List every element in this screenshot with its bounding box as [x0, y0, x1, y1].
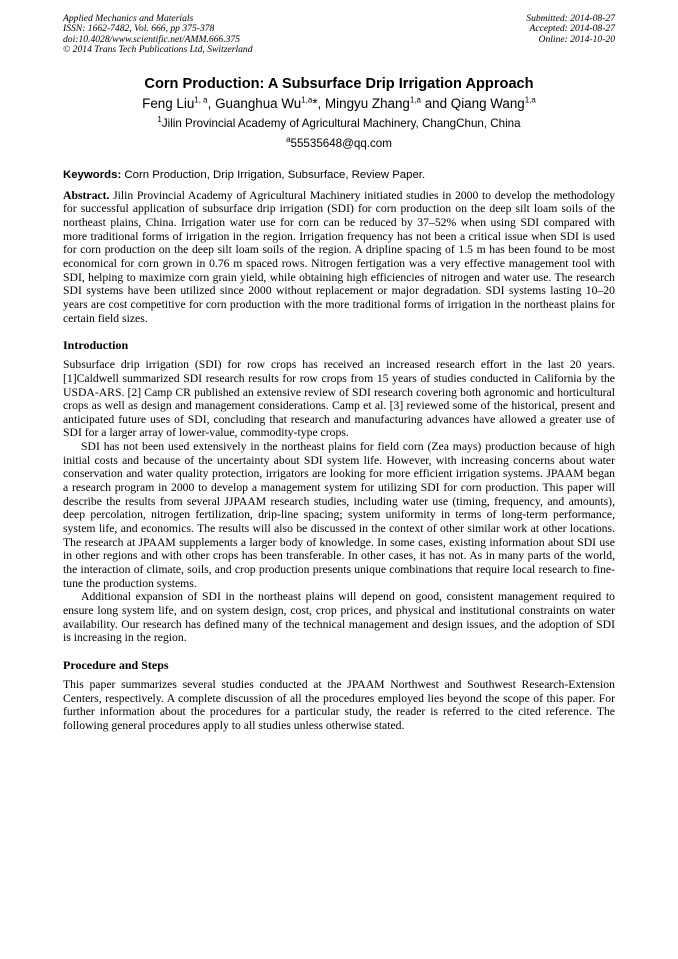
author-list — [63, 95, 615, 113]
body-paragraph: This paper summarizes several studies conducted at the JPAAM Northwest and Southwest Research-Extension Centers, respectively. A complete discussion of all the procedures employed lies beyond the scope of this paper. For further information about the procedures for a particular study, the reader is referred to the cited reference. The following general procedures apply to all studies unless otherwise stated. — [63, 677, 615, 732]
journal-name: Applied Mechanics and Materials — [63, 13, 194, 24]
keywords-text: Corn Production, Drip Irrigation, Subsurface, Review Paper. — [121, 168, 426, 181]
email-text: 55535648@qq.com — [290, 136, 392, 150]
author-affiliation-sup: 1, a — [194, 95, 208, 105]
paper-title: Corn Production: A Subsurface Drip Irrigation Approach — [144, 75, 534, 92]
affiliation-text: Jilin Provincial Academy of Agricultural Machinery, ChangChun, China — [161, 116, 521, 130]
abstract-text: Jilin Provincial Academy of Agricultural Machinery initiated studies in 2000 to develop the methodology for successful application of subsurface drip irrigation (SDI) for corn production on the deep silt loam soils of the northeast plains, China. Irrigation water use for corn can be reduced by 37–52% when using SDI compared with more traditional forms of irrigation in the region. Irrigation frequency has not been a critical issue when SDI is used for corn production on the deep silt loam soils of the region. A dripline spacing of 1.5 m has been found to be most economical for corn grown in 0.76 m spaced rows. Nitrogen fertigation was a very effective management tool with SDI, helping to maximize corn grain yield, while obtaining high efficiencies of nitrogen and water use. The research SDI systems have been utilized since 2000 without replacement or major degradation. SDI systems lasting 10–20 years are cost competitive for corn production with the more traditional forms of irrigation in the northeast plains for certain field sizes. — [63, 188, 615, 325]
author-separator: , — [317, 95, 325, 111]
affiliation-sup: 1 — [157, 114, 162, 124]
author-name: Guanghua Wu — [215, 95, 302, 111]
keywords-label: Keywords: — [63, 168, 122, 181]
author-affiliation-sup: 1,a — [409, 95, 421, 105]
author-name: Qiang Wang — [450, 95, 525, 111]
keywords — [63, 168, 615, 182]
affiliation — [63, 114, 615, 131]
section-heading-introduction: Introduction — [63, 338, 129, 353]
author-affiliation-sup: 1,a — [301, 95, 313, 105]
journal-issn: ISSN: 1662-7482, Vol. 666, pp 375-378 — [63, 23, 215, 35]
section-heading-procedure: Procedure and Steps — [63, 657, 169, 672]
author-name: Mingyu Zhang — [325, 95, 410, 111]
corresponding-author-mark: * — [312, 95, 318, 111]
date-accepted: Accepted: 2014-08-27 — [529, 23, 615, 35]
date-submitted: Submitted: 2014-08-27 — [526, 13, 615, 24]
abstract-label: Abstract. — [63, 188, 110, 202]
abstract — [63, 189, 615, 326]
body-paragraph: Additional expansion of SDI in the northeast plains will depend on good, consistent management required to ensure long system life, and on system design, cost, crop prices, and physical and institutional constraints on water availability. Our research has defined many of the technical management and design issues, and the adoption of SDI is increasing in the region. — [63, 590, 615, 645]
author-affiliation-sup: 1,a — [524, 95, 536, 105]
body-paragraph: SDI has not been used extensively in the northeast plains for field corn (Zea mays) production because of high initial costs and because of the uncertainty about SDI system life. However, with increasing concerns about water conservation and water quality protection, irrigators are looking for more efficient irrigation systems. JPAAM began a research program in 2000 to develop a management system for utilizing SDI for corn production. This paper will describe the results from several JJPAAM research studies, including water use (timing, frequency, and amounts), deep percolation, nitrogen fertilization, drip-line spacing; system uniformity in terms of long-term performance, system life, and economics. The results will also be discussed in the context of other similar work at other locations. The research at JPAAM supplements a larger body of knowledge. In some cases, existing information about SDI use in other regions and with other crops has been transferable. In other cases, it has not. As in many parts of the world, the interaction of climate, soils, and crop production presents unique combinations that require local research to fine-tune the production systems. — [63, 440, 615, 590]
journal-info — [63, 14, 253, 56]
date-online: Online: 2014-10-20 — [538, 33, 615, 45]
email-sup: a — [286, 134, 291, 144]
journal-doi: doi:10.4028/www.scientific.net/AMM.666.375 — [63, 33, 241, 45]
author-separator: , — [207, 95, 216, 111]
submission-dates — [526, 14, 615, 56]
author-email — [63, 134, 615, 151]
body-paragraph: Subsurface drip irrigation (SDI) for row crops has received an increased research effort in the last 20 years.[1]Caldwell summarized SDI research results for row crops from 15 years of studies conducted in California by the USDA-ARS. [2] Camp CR published an extensive review of SDI research covering both agronomic and horticultural crops as well as design and management considerations. Camp et al. [3] reviewed some of the historical, present and anticipated future uses of SDI, concluding that research and manufacturing advances have allowed a greater use of SDI for a larger array of lower-value, commodity-type crops. — [63, 358, 615, 440]
journal-copyright: © 2014 Trans Tech Publications Ltd, Switzerland — [63, 44, 253, 56]
journal-header — [63, 14, 615, 56]
author-name: Feng Liu — [142, 95, 195, 111]
author-conjunction: and — [420, 95, 451, 111]
